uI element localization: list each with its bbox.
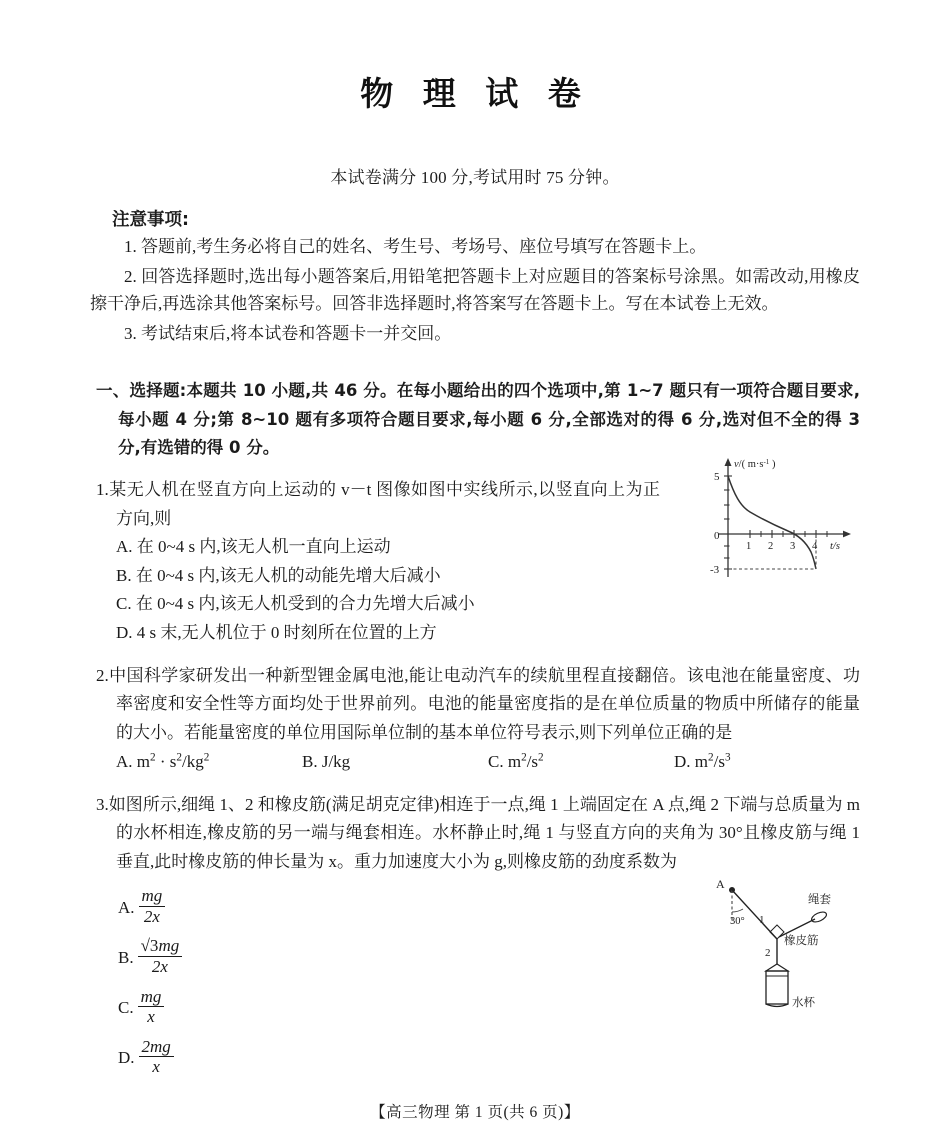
notice-item-2: 2. 回答选择题时,选出每小题答案后,用铅笔把答题卡上对应题目的答案标号涂黑。如需改动,用橡皮擦干净后,再选涂其他答案标号。回答非选择题时,将答案写在答题卡上。写在本试卷上无效。 [90, 266, 860, 314]
y-tick-neg3: -3 [710, 564, 720, 576]
notice-item-3: 3. 考试结束后,将本试卷和答题卡一并交回。 [124, 323, 452, 343]
radical-sign: √3 [140, 936, 159, 956]
velocity-time-graph [710, 452, 860, 592]
section-heading-multiple-choice: 一、选择题:本题共 10 小题,共 46 分。在每小题给出的四个选项中,第 1~7 题只有一项符合题目要求,每小题 4 分;第 8~10 题有多项符合题目要求,每小题 6 分,全部选对的得 6 分,选对但不全的得 3 分,有选错的得 0 分。 [96, 381, 860, 457]
fraction-b: $\frac{√3mg}{2x}$ [138, 936, 183, 976]
question-2-option-d[interactable]: D. $m^2/s^3$ [674, 751, 731, 772]
question-3-option-a-label: A. [118, 897, 135, 917]
rubber-band-label: 橡皮筋 [784, 933, 819, 947]
question-2-option-b[interactable]: B. J/kg [302, 752, 351, 772]
question-2-option-c[interactable]: C. $m^2/s^2$ [488, 751, 544, 772]
point-a-label: A [716, 877, 725, 891]
question-2-stem [96, 662, 860, 748]
x-tick-3: 3 [790, 541, 796, 552]
question-3-option-b-label: B. [118, 947, 134, 967]
question-3-text: 如图所示,细绳 1、2 和橡皮筋(满足胡克定律)相连于一点,绳 1 上端固定在 A 点,绳 2 下端与总质量为 m 的水杯相连,橡皮筋的另一端与绳套相连。水杯静止时,绳 1 与竖直方向的夹角为 30°且橡皮筋与绳 1 垂直,此时橡皮筋的伸长量为 x。重力加速度大小为 g,则橡皮筋的劲度系数为 [108, 794, 860, 871]
cup-hanger [766, 964, 788, 971]
rope-rubber-band-diagram [702, 876, 862, 1021]
y-axis-label: v/( $m\cdot s^{-1}$ ) [734, 458, 776, 470]
question-3-option-d[interactable] [96, 1037, 860, 1077]
question-2-options [96, 748, 860, 777]
question-1-option-c[interactable]: C. 在 0~4 s 内,该无人机受到的合力先增大后减小 [116, 594, 475, 614]
page-footer: 【高三物理 第 1 页(共 6 页)】 [370, 1104, 580, 1121]
notice-item-1: 1. 答题前,考生务必将自己的姓名、考生号、考场号、座位号填写在答题卡上。 [124, 237, 707, 256]
question-1-option-b[interactable]: B. 在 0~4 s 内,该无人机的动能先增大后减小 [116, 565, 441, 585]
y-tick-5: 5 [714, 471, 720, 483]
x-axis-label: t/s [830, 541, 840, 552]
question-3-option-c-label: C. [118, 997, 134, 1017]
right-angle-marker [770, 925, 784, 939]
question-1-number: 1. [96, 480, 109, 500]
rope-diagram-svg [702, 876, 862, 1016]
fraction-d: $\frac{2mg}{x}$ [139, 1037, 174, 1077]
fraction-a: $\frac{mg}{2x}$ [139, 886, 166, 926]
notice-heading: 注意事项: [112, 210, 189, 230]
question-3-number: 3. [96, 794, 109, 814]
question-2-text: 中国科学家研发出一种新型锂金属电池,能让电动汽车的续航里程直接翻倍。该电池在能量密度、功率密度和安全性等方面均处于世界前列。电池的能量密度指的是在单位质量的物质中所储存的能量的大小。若能量密度的单位用国际单位制的基本单位符号表示,则下列单位正确的是 [108, 665, 860, 742]
y-tick-0: 0 [714, 530, 720, 542]
exam-subtitle: 本试卷满分 100 分,考试用时 75 分钟。 [330, 168, 620, 187]
question-1-text: 某无人机在竖直方向上运动的 v－t 图像如图中实线所示,以竖直向上为正方向,则 [108, 480, 660, 528]
rope-2-label: 2 [765, 947, 771, 959]
x-tick-2: 2 [768, 541, 774, 552]
question-2-option-a[interactable]: A. $m^2 \cdot s^2/kg^2$ [116, 751, 210, 772]
x-tick-4: 4 [812, 541, 818, 552]
question-1-option-d[interactable]: D. 4 s 末,无人机位于 0 时刻所在位置的上方 [116, 622, 437, 642]
cup-label: 水杯 [792, 995, 815, 1009]
question-2 [96, 662, 860, 777]
question-3-option-d-label: D. [118, 1047, 135, 1067]
question-1-option-a[interactable]: A. 在 0~4 s 内,该无人机一直向上运动 [116, 537, 391, 557]
question-2-number: 2. [96, 665, 109, 685]
loop-label: 绳套 [808, 892, 831, 906]
rope-loop [810, 910, 828, 924]
fraction-c: $\frac{mg}{x}$ [138, 987, 165, 1027]
x-tick-1: 1 [746, 541, 752, 552]
angle-label: 30° [730, 916, 745, 927]
rope-1-label: 1 [759, 914, 765, 926]
velocity-time-graph-svg [710, 452, 860, 587]
question-3-stem [96, 791, 860, 877]
page-title: 物 理 试 卷 [360, 74, 590, 113]
